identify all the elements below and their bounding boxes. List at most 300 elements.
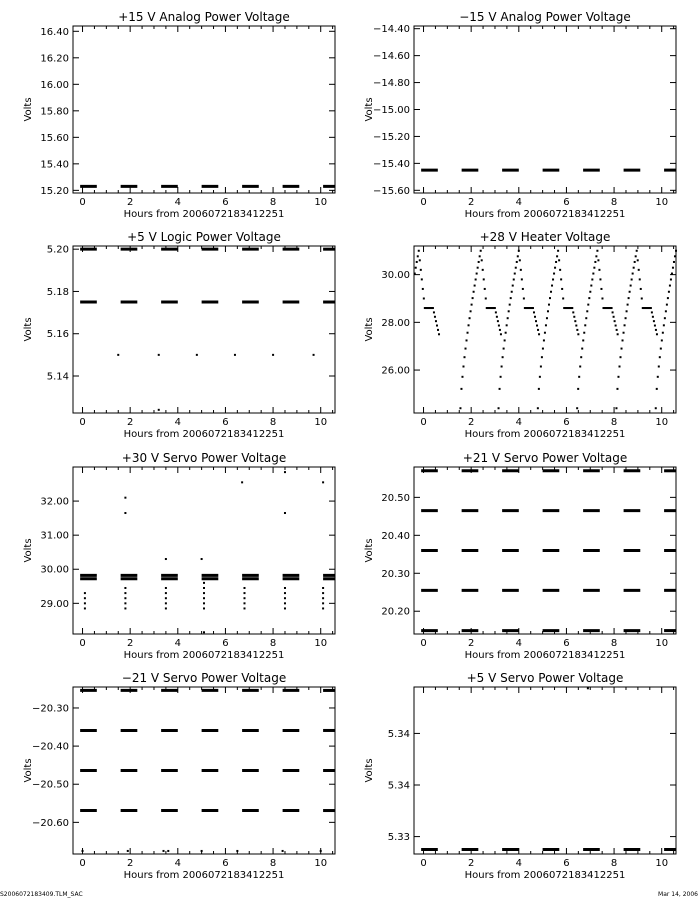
data-point-3 [234, 354, 236, 356]
y-tick-label-2: 5.18 [46, 286, 69, 298]
data-point-1-61 [496, 316, 498, 318]
plot-frame [73, 26, 335, 193]
data-point-23 [203, 587, 205, 589]
x-tick-label-3: 6 [563, 417, 570, 428]
y-tick-label-1: −20.50 [31, 779, 69, 791]
y-tick-label-0: 26.00 [381, 365, 410, 377]
chart-p15-analog [23, 10, 335, 220]
data-point-20 [165, 602, 167, 604]
data-point-5-210 [637, 259, 639, 261]
data-point-1-29 [463, 356, 465, 358]
data-point-1-47 [482, 269, 484, 271]
data-point-3-112 [542, 348, 544, 350]
data-point-6-231 [656, 388, 658, 390]
chart-p5-logic [23, 230, 335, 440]
data-point-6-242 [667, 297, 669, 299]
y-tick-label-2: −20.40 [31, 741, 69, 753]
data-point-13 [124, 592, 126, 594]
data-point-0-19 [433, 311, 435, 313]
data-point-4-187 [616, 329, 618, 331]
data-point-4-167 [595, 255, 597, 257]
data-point-1-37 [472, 297, 474, 299]
data-point-3-122 [552, 278, 554, 280]
data-point-5-225 [652, 316, 654, 318]
chart-m15-analog [364, 10, 676, 220]
data-point-0-2 [416, 261, 418, 263]
x-tick-label-0: 0 [420, 638, 427, 649]
x-axis-label: Hours from 2006072183412251 [464, 650, 626, 661]
data-point-1-50 [485, 297, 487, 299]
y-tick-label-2: 31.00 [40, 530, 69, 542]
chart-title: −15 V Analog Power Voltage [459, 10, 631, 24]
data-point-5-201 [628, 297, 630, 299]
data-point-4 [241, 481, 243, 483]
data-point-2-80 [512, 285, 514, 287]
data-point-1-64 [499, 329, 501, 331]
x-tick-label-4: 8 [269, 858, 277, 869]
data-point-1-42 [477, 267, 479, 269]
data-point-14 [124, 597, 126, 599]
data-point-6-235 [660, 348, 662, 350]
data-point-5 [284, 471, 286, 473]
data-point-3-123 [553, 273, 555, 275]
y-tick-label-0: 5.14 [46, 371, 69, 383]
data-point-6-232 [657, 376, 659, 378]
data-point-15 [124, 602, 126, 604]
x-tick-label-5: 10 [655, 197, 669, 208]
data-point-6-234 [659, 356, 661, 358]
data-point-5-205 [632, 273, 634, 275]
data-point-2-81 [513, 278, 515, 280]
data-point-1-32 [467, 332, 469, 334]
data-point-6-230 [655, 407, 657, 409]
data-point-4-156 [584, 324, 586, 326]
data-point-11 [84, 607, 86, 609]
data-point-2-69 [501, 366, 503, 368]
data-point-2-85 [517, 255, 519, 257]
data-point-0 [124, 497, 126, 499]
data-point-1-62 [497, 320, 499, 322]
data-point-4 [272, 354, 274, 356]
data-point-2-83 [515, 267, 517, 269]
y-tick-label-0: 15.20 [40, 185, 69, 197]
data-point-3 [167, 850, 169, 852]
data-point-21 [165, 607, 167, 609]
data-point-5-194 [621, 348, 623, 350]
data-point-4-149 [577, 388, 579, 390]
data-point-26 [203, 602, 205, 604]
data-point-4-150 [578, 376, 580, 378]
data-point-2-67 [499, 388, 501, 390]
data-point-40 [322, 597, 324, 599]
data-point-1-28 [462, 366, 464, 368]
data-point-6-240 [665, 310, 667, 312]
x-tick-label-4: 8 [610, 417, 618, 428]
chart-m21-servo [23, 671, 335, 881]
data-point-3-144 [574, 320, 576, 322]
data-point-9 [84, 597, 86, 599]
x-tick-label-5: 10 [314, 197, 328, 208]
data-point-5-190 [616, 388, 618, 390]
data-point-0-23 [437, 329, 439, 331]
data-point-2-70 [502, 356, 504, 358]
data-point-24 [203, 592, 205, 594]
data-point-35 [284, 597, 286, 599]
y-tick-label-3: 5.20 [46, 244, 69, 256]
data-point-1-45 [480, 250, 482, 252]
data-point-17 [165, 587, 167, 589]
data-point-4-155 [583, 332, 585, 334]
y-tick-label-0: 29.00 [40, 598, 69, 610]
x-tick-label-3: 6 [563, 858, 570, 869]
data-point-4-159 [587, 304, 589, 306]
data-point-3-126 [556, 255, 558, 257]
data-point-34 [284, 592, 286, 594]
data-point-0-24 [438, 333, 440, 335]
y-tick-label-3: 32.00 [40, 496, 69, 508]
data-point-2-104 [536, 325, 538, 327]
data-point-5-206 [633, 267, 635, 269]
data-point-5-200 [627, 304, 629, 306]
data-point-4-184 [613, 316, 615, 318]
data-point-37 [284, 607, 286, 609]
plot-frame [414, 246, 676, 413]
data-point-4-160 [588, 297, 590, 299]
chart-title: +21 V Servo Power Voltage [462, 451, 628, 465]
x-tick-label-3: 6 [222, 638, 229, 649]
x-tick-label-4: 8 [269, 638, 277, 649]
x-tick-label-3: 6 [222, 417, 229, 428]
data-point-5-204 [631, 278, 633, 280]
data-point-4-153 [581, 348, 583, 350]
data-point-31 [243, 602, 245, 604]
data-point-3-111 [541, 356, 543, 358]
data-point-6-243 [668, 291, 670, 293]
data-point-2-106 [538, 333, 540, 335]
x-tick-label-5: 10 [655, 858, 669, 869]
data-point-6-237 [662, 332, 664, 334]
data-point-1-46 [481, 259, 483, 261]
x-tick-label-3: 6 [222, 197, 229, 208]
data-point-0-1 [415, 267, 417, 269]
data-point-3-132 [562, 297, 564, 299]
data-point-19 [165, 597, 167, 599]
x-tick-label-0: 0 [79, 417, 86, 428]
data-point-5-213 [640, 288, 642, 290]
data-point-29 [243, 592, 245, 594]
x-tick-label-2: 4 [515, 638, 522, 649]
data-point-5-228 [655, 329, 657, 331]
y-tick-label-2: 15.60 [40, 132, 69, 144]
data-point-2-79 [511, 291, 513, 293]
data-point-1-26 [460, 388, 462, 390]
data-point-1-48 [483, 278, 485, 280]
data-point-4-183 [612, 311, 614, 313]
data-point-3-118 [548, 304, 550, 306]
data-point-8 [84, 592, 86, 594]
data-point-0-7 [421, 278, 423, 280]
data-point-6-239 [664, 317, 666, 319]
data-point-39 [322, 592, 324, 594]
data-point-2-72 [504, 339, 506, 341]
data-point-5-223 [650, 307, 652, 309]
x-axis-label: Hours from 2006072183412251 [123, 650, 285, 661]
y-tick-label-5: 16.20 [40, 53, 69, 65]
data-point-1-33 [468, 324, 470, 326]
data-point-3-143 [573, 316, 575, 318]
data-point-3-130 [560, 278, 562, 280]
data-point-1 [127, 850, 129, 852]
data-point-1-38 [473, 291, 475, 293]
data-point-3-147 [577, 333, 579, 335]
data-point-2 [163, 850, 165, 852]
data-point-3-146 [576, 329, 578, 331]
x-axis-label: Hours from 2006072183412251 [123, 429, 285, 440]
x-tick-label-1: 2 [467, 638, 475, 649]
data-point-1-44 [479, 255, 481, 257]
data-point-4-171 [599, 278, 601, 280]
data-point-2-78 [510, 297, 512, 299]
data-point-38 [322, 587, 324, 589]
data-point-3-128 [558, 259, 560, 261]
data-point-3-141 [571, 307, 573, 309]
data-point-5-195 [622, 339, 624, 341]
data-point-6 [158, 409, 160, 411]
data-point-0-8 [422, 288, 424, 290]
x-axis-label: Hours from 2006072183412251 [464, 209, 626, 220]
data-point-6-245 [670, 278, 672, 280]
data-point-41 [322, 602, 324, 604]
x-tick-label-2: 4 [174, 197, 181, 208]
y-tick-label-1: 5.34 [387, 780, 410, 792]
data-point-2-82 [514, 273, 516, 275]
data-point-2-76 [508, 310, 510, 312]
chart-title: +5 V Servo Power Voltage [466, 671, 624, 685]
data-point-4-148 [576, 407, 578, 409]
data-point-6-244 [669, 285, 671, 287]
plot-frame [414, 26, 676, 193]
data-point-2-77 [509, 304, 511, 306]
y-axis-label: Volts [364, 317, 375, 342]
data-point-2-75 [507, 317, 509, 319]
data-point-25 [203, 597, 205, 599]
data-point-2-71 [503, 348, 505, 350]
x-tick-label-1: 2 [467, 417, 475, 428]
plot-frame [414, 687, 676, 854]
data-point-1-40 [475, 278, 477, 280]
x-tick-label-0: 0 [420, 417, 427, 428]
y-tick-label-0: −15.60 [372, 185, 410, 197]
data-point-2 [165, 558, 167, 560]
data-point-4-172 [600, 288, 602, 290]
data-point-2-102 [534, 316, 536, 318]
data-point-0 [117, 354, 119, 356]
y-tick-label-2: 20.40 [381, 530, 410, 542]
data-point-5-191 [617, 376, 619, 378]
data-point-1 [124, 512, 126, 514]
data-point-3-116 [546, 317, 548, 319]
y-tick-label-0: 20.20 [381, 606, 410, 618]
data-point-3-129 [559, 269, 561, 271]
x-tick-label-2: 4 [515, 858, 522, 869]
y-tick-label-4: 16.00 [40, 79, 69, 91]
data-point-36 [284, 602, 286, 604]
x-tick-label-5: 10 [314, 638, 328, 649]
chart-title: +5 V Logic Power Voltage [127, 230, 281, 244]
data-point-5-227 [654, 325, 656, 327]
chart-p28-heater [364, 230, 677, 440]
data-point-0-3 [417, 255, 419, 257]
data-point-5-209 [636, 250, 638, 252]
data-point-1-25 [459, 407, 461, 409]
data-point-5-197 [624, 324, 626, 326]
data-point-3-107 [537, 407, 539, 409]
data-point-4-186 [615, 325, 617, 327]
y-tick-label-2: −15.20 [372, 131, 410, 143]
x-tick-label-0: 0 [79, 638, 86, 649]
data-point-6-236 [661, 339, 663, 341]
data-point-5-199 [626, 310, 628, 312]
chart-title: +28 V Heater Voltage [479, 230, 611, 244]
data-point-10 [84, 602, 86, 604]
data-point-1-65 [500, 333, 502, 335]
data-point-3-127 [557, 250, 559, 252]
data-point-2-66 [498, 407, 500, 409]
data-point-1 [158, 354, 160, 356]
chart-p5-servo [364, 671, 676, 881]
data-point-2-91 [523, 297, 525, 299]
data-point-4-152 [580, 356, 582, 358]
y-tick-label-0: 5.33 [387, 832, 410, 844]
data-point-0-22 [436, 325, 438, 327]
data-point-3-131 [561, 288, 563, 290]
data-point-4-163 [591, 278, 593, 280]
y-tick-label-1: 28.00 [381, 317, 410, 329]
data-point-4-161 [589, 291, 591, 293]
data-point-5-193 [620, 356, 622, 358]
data-point-6 [282, 850, 284, 852]
data-point-1-30 [465, 348, 467, 350]
data-point-4-166 [594, 261, 596, 263]
data-point-1-34 [469, 317, 471, 319]
data-point-2-68 [500, 376, 502, 378]
x-tick-label-2: 4 [515, 197, 522, 208]
data-point-1-41 [476, 273, 478, 275]
x-tick-label-1: 2 [126, 197, 134, 208]
data-point-0-9 [423, 297, 425, 299]
y-axis-label: Volts [23, 538, 34, 563]
x-tick-label-4: 8 [610, 638, 618, 649]
x-tick-label-1: 2 [126, 417, 134, 428]
plot-frame [73, 246, 335, 413]
data-point-2-87 [519, 259, 521, 261]
y-tick-label-1: −15.40 [372, 158, 410, 170]
y-tick-label-2: 30.00 [381, 270, 410, 282]
x-tick-label-1: 2 [126, 858, 134, 869]
y-axis-label: Volts [23, 758, 34, 783]
data-point-18 [165, 592, 167, 594]
x-axis-label: Hours from 2006072183412251 [123, 209, 285, 220]
data-point-6 [284, 512, 286, 514]
data-point-6-238 [663, 324, 665, 326]
data-point-6-233 [658, 366, 660, 368]
data-point-2-100 [532, 307, 534, 309]
data-point-2-73 [505, 332, 507, 334]
y-axis-label: Volts [23, 97, 34, 122]
chart-p21-servo [364, 451, 676, 661]
y-axis-label: Volts [364, 97, 375, 122]
y-tick-label-3: −15.00 [372, 105, 410, 116]
x-tick-label-5: 10 [314, 417, 328, 428]
data-point-43 [203, 631, 205, 633]
data-point-4-185 [614, 320, 616, 322]
data-point-5-207 [634, 261, 636, 263]
data-point-3-115 [545, 324, 547, 326]
x-tick-label-4: 8 [610, 858, 618, 869]
data-point-4-168 [596, 250, 598, 252]
x-tick-label-2: 4 [174, 638, 181, 649]
x-tick-label-5: 10 [314, 858, 328, 869]
x-tick-label-2: 4 [174, 417, 181, 428]
x-axis-label: Hours from 2006072183412251 [464, 870, 626, 881]
data-point-1-49 [484, 288, 486, 290]
data-point-16 [124, 607, 126, 609]
y-tick-label-0: −20.60 [31, 817, 69, 829]
data-point-3-120 [550, 291, 552, 293]
y-tick-label-4: −14.80 [372, 78, 410, 90]
data-point-5 [313, 354, 315, 356]
data-point-33 [284, 587, 286, 589]
data-marks [80, 249, 335, 411]
footer-filename: S2006072183409.TLM_SAC [0, 891, 83, 898]
data-point-5-214 [641, 297, 643, 299]
x-axis-label: Hours from 2006072183412251 [464, 429, 626, 440]
data-marks [421, 471, 676, 631]
data-point-5-198 [625, 317, 627, 319]
data-point-42 [322, 607, 324, 609]
data-point-4-154 [582, 339, 584, 341]
data-point-0-20 [434, 316, 436, 318]
data-point-4-157 [585, 317, 587, 319]
x-tick-label-2: 4 [174, 858, 181, 869]
data-point-1-39 [474, 285, 476, 287]
data-point-3-117 [547, 310, 549, 312]
data-point-4-158 [586, 310, 588, 312]
data-point-22 [203, 582, 205, 584]
x-tick-label-4: 8 [269, 197, 277, 208]
data-point-1-35 [470, 310, 472, 312]
data-point-0-4 [418, 250, 420, 252]
data-point-2-84 [516, 261, 518, 263]
data-point-2 [196, 354, 198, 356]
data-point-0-18 [432, 307, 434, 309]
y-tick-label-2: 5.34 [387, 728, 410, 740]
data-point-0-6 [420, 269, 422, 271]
footer-date: Mar 14, 2006 [658, 891, 698, 898]
data-point-32 [243, 607, 245, 609]
data-point-5-224 [651, 311, 653, 313]
data-point-6-247 [672, 267, 674, 269]
data-point-3 [201, 558, 203, 560]
data-point-3-108 [538, 388, 540, 390]
data-point-2-103 [535, 320, 537, 322]
x-tick-label-1: 2 [126, 638, 134, 649]
data-point-3-121 [551, 285, 553, 287]
data-point-0 [587, 687, 589, 689]
y-tick-label-6: 16.40 [40, 26, 69, 38]
x-tick-label-0: 0 [79, 197, 86, 208]
data-point-4-182 [611, 307, 613, 309]
